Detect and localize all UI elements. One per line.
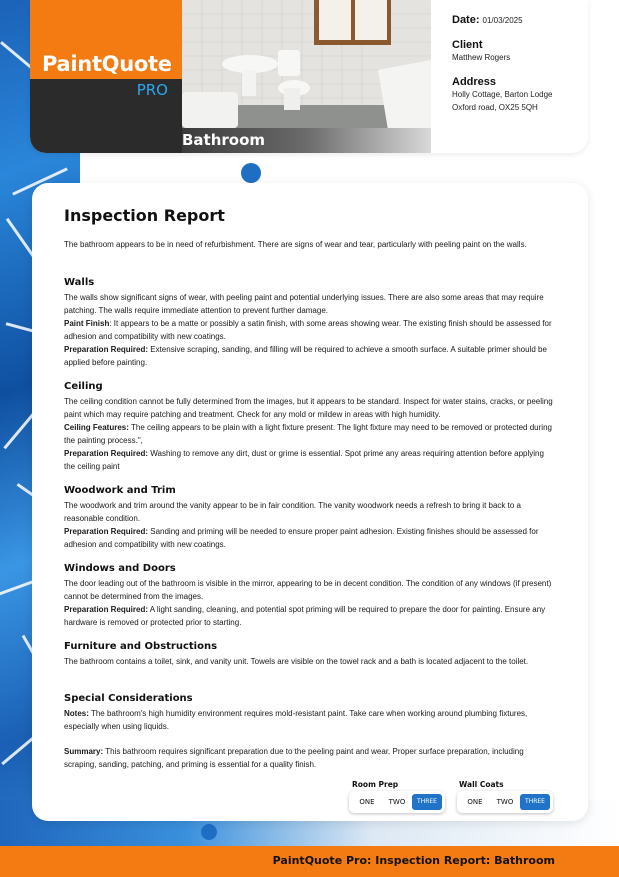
- client-info: [452, 14, 582, 126]
- decorative-dot: [201, 824, 217, 840]
- room-prep-option-three[interactable]: THREE: [412, 794, 442, 810]
- address-label: Address: [452, 76, 497, 88]
- room-prep-label: Room Prep: [352, 780, 399, 789]
- walls-prep-text: Extensive scraping, sanding, and filling will be required to achieve a smooth surface. A suitable primer should be applied before painting.: [64, 345, 547, 367]
- windows-heading: Windows and Doors: [64, 563, 176, 574]
- address-block: [452, 76, 582, 114]
- walls-text: The walls show significant signs of wear, with peeling paint and potential underlying issues. There are also some areas that may require patching. The walls require immediate attention to prevent further damage.: [64, 293, 544, 315]
- room-prep-option-two[interactable]: TWO: [388, 798, 406, 806]
- client-block: [452, 39, 582, 64]
- woodwork-prep-label: Preparation Required:: [64, 527, 149, 536]
- wall-coats-toggle: [457, 791, 553, 813]
- special-summary: [64, 745, 556, 771]
- report-card: [32, 183, 588, 821]
- notes-text: The bathroom's high humidity environment requires mold-resistant paint. Take care when working around plumbing fixtures, especially when using liquids.: [64, 709, 528, 731]
- ceiling-text: The ceiling condition cannot be fully determined from the images, but it appears to be standard. Inspect for water stains, cracks, or peeling paint which may require patching and treatment. Check for any mold or mildew in areas with high humidity.: [64, 397, 553, 419]
- summary-text: This bathroom requires significant preparation due to the peeling paint and wear. Proper surface preparation, including scraping, sanding, patching, and priming is essential for a quality finish.: [64, 747, 524, 769]
- walls-finish-text: : It appears to be a matte or possibly a satin finish, with some areas showing wear. The existing finish should be assessed for adhesion and compatibility with new coatings.: [64, 319, 552, 341]
- windows-prep-text: A light sanding, cleaning, and potential spot priming will be required to prepare the door for painting. Ensure any hardware is removed or protected prior to starting.: [64, 605, 546, 627]
- room-label-bar: [182, 128, 431, 153]
- walls-section: [64, 291, 556, 369]
- walls-prep-label: Preparation Required:: [64, 345, 149, 354]
- address-line-1: Holly Cottage, Barton Lodge: [452, 90, 553, 99]
- date-row: [452, 14, 582, 27]
- intro-text: The bathroom appears to be in need of refurbishment. There are signs of wear and tear, particularly with peeling paint on the walls.: [64, 240, 527, 249]
- walls-heading: Walls: [64, 277, 95, 288]
- brand-name: PaintQuote: [42, 52, 172, 76]
- ceiling-heading: Ceiling: [64, 381, 103, 392]
- windows-section: [64, 577, 556, 629]
- windows-text: The door leading out of the bathroom is visible in the mirror, appearing to be in decent condition. The condition of any windows (if present) cannot be determined from the images.: [64, 579, 552, 601]
- special-notes: [64, 707, 556, 733]
- address-line-2: Oxford road, OX25 5QH: [452, 103, 538, 112]
- footer-text: PaintQuote Pro: Inspection Report: Bathroom: [272, 854, 555, 867]
- room-label: Bathroom: [182, 131, 266, 149]
- notes-label: Notes:: [64, 709, 89, 718]
- ceiling-section: [64, 395, 556, 473]
- woodwork-prep-text: Sanding and priming will be needed to ensure proper paint adhesion. Existing finishes should be assessed for adhesion and compatibility with new coatings.: [64, 527, 539, 549]
- wall-coats-label: Wall Coats: [459, 780, 504, 789]
- summary-label: Summary:: [64, 747, 104, 756]
- room-prep-option-one[interactable]: ONE: [359, 798, 375, 806]
- special-heading: Special Considerations: [64, 693, 193, 704]
- room-prep-toggle: [349, 791, 445, 813]
- header-card: [30, 0, 588, 153]
- walls-finish-label: Paint Finish: [64, 319, 110, 328]
- wall-coats-option-two[interactable]: TWO: [496, 798, 514, 806]
- ceiling-features-text: The ceiling appears to be plain with a light fixture present. The light fixture may need to be removed or protected during the painting process.",: [64, 423, 552, 445]
- woodwork-heading: Woodwork and Trim: [64, 485, 176, 496]
- woodwork-text: The woodwork and trim around the vanity appear to be in fair condition. The vanity woodwork needs a refresh to bring it back to a reasonable condition.: [64, 501, 521, 523]
- footer-bar: [0, 846, 619, 877]
- client-label: Client: [452, 39, 483, 51]
- windows-prep-label: Preparation Required:: [64, 605, 149, 614]
- brand-tier: PRO: [136, 81, 168, 99]
- furniture-heading: Furniture and Obstructions: [64, 641, 218, 652]
- client-name: Matthew Rogers: [452, 53, 511, 62]
- ceiling-prep-label: Preparation Required:: [64, 449, 149, 458]
- furniture-text: The bathroom contains a toilet, sink, and vanity unit. Towels are visible on the towel rack and a bath is located adjacent to the toilet.: [64, 657, 529, 666]
- ceiling-features-label: Ceiling Features:: [64, 423, 129, 432]
- date-value: 01/03/2025: [482, 16, 523, 25]
- wall-coats-option-one[interactable]: ONE: [467, 798, 483, 806]
- date-label: Date:: [452, 14, 480, 26]
- woodwork-section: [64, 499, 556, 551]
- logo: [30, 0, 182, 153]
- ceiling-prep-text: Washing to remove any dirt, dust or grime is essential. Spot prime any areas requiring attention before applying the ceiling paint: [64, 449, 544, 471]
- report-title: Inspection Report: [64, 206, 225, 225]
- wall-coats-option-three[interactable]: THREE: [520, 794, 550, 810]
- decorative-dot: [241, 163, 261, 183]
